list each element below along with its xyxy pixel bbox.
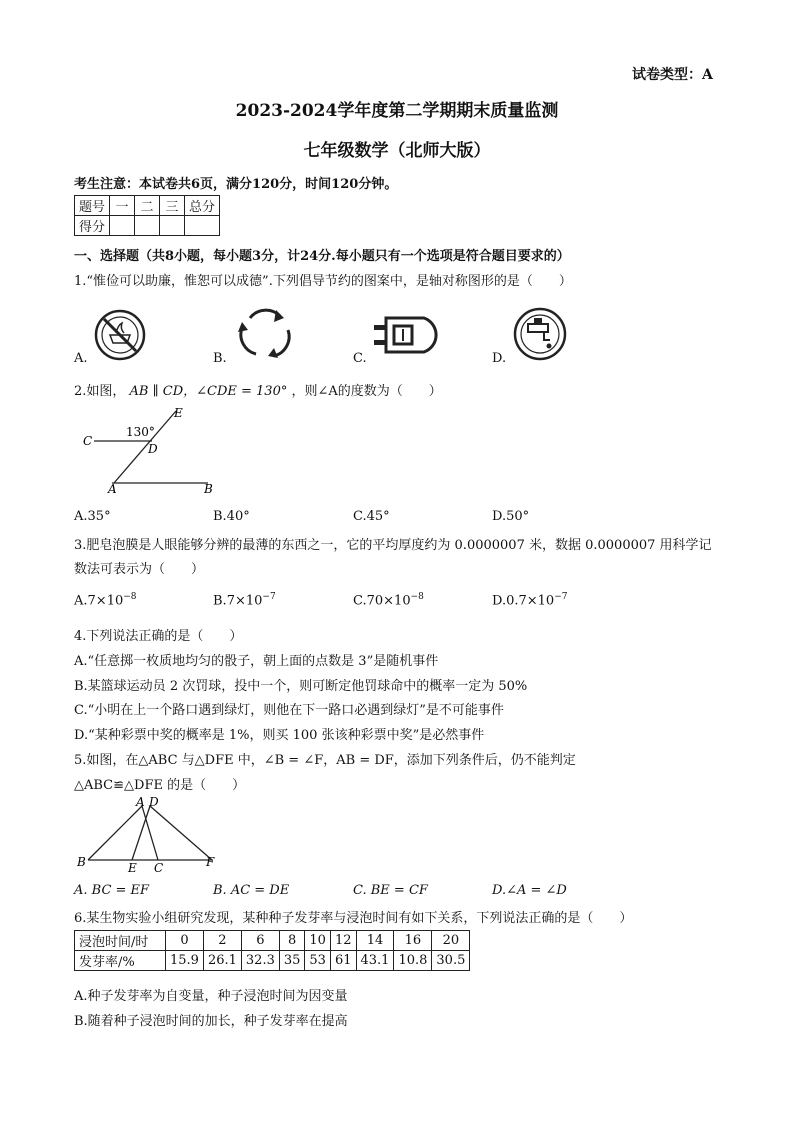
point-label: E bbox=[174, 406, 183, 420]
exam-notice: 考生注意：本试卷共6页，满分120分，时间120分钟。 bbox=[74, 177, 398, 192]
score-input-cell[interactable] bbox=[110, 216, 135, 236]
question-2-suffix: ，则∠A的度数为（ ） bbox=[291, 384, 442, 399]
question-5-line1: 5.如图，在△ABC 与△DFE 中，∠B = ∠F，AB = DF，添加下列条件后，仍不能判定 bbox=[74, 753, 576, 768]
point-label: A bbox=[108, 482, 117, 496]
score-table bbox=[74, 195, 220, 236]
score-row-label: 得分 bbox=[75, 216, 110, 236]
question-3-line1: 3.肥皂泡膜是人眼能够分辨的最薄的东西之一，它的平均厚度约为 0.0000007 米，数据 0.0000007 用科学记 bbox=[74, 538, 712, 553]
question-1-option-a[interactable]: A. bbox=[74, 351, 88, 366]
question-2-option-c[interactable]: C.45° bbox=[353, 509, 390, 524]
question-4-option-a[interactable]: A.“任意掷一枚质地均匀的骰子，朝上面的点数是 3”是随机事件 bbox=[74, 654, 439, 669]
score-input-cell[interactable] bbox=[160, 216, 185, 236]
question-4-option-c[interactable]: C.“小明在上一个路口遇到绿灯，则他在下一路口必遇到绿灯”是不可能事件 bbox=[74, 703, 504, 718]
question-1-option-c[interactable]: C. bbox=[353, 351, 367, 366]
table-cell: 35 bbox=[279, 951, 305, 971]
table-cell: 61 bbox=[330, 951, 356, 971]
recycle-arrows-icon bbox=[232, 300, 298, 366]
question-2-prefix: 2.如图， bbox=[74, 384, 126, 399]
question-1-option-d[interactable]: D. bbox=[492, 351, 507, 366]
question-4-option-d[interactable]: D.“某种彩票中奖的概率是 1%，则买 100 张该种彩票中奖”是必然事件 bbox=[74, 728, 485, 743]
table-cell: 20 bbox=[432, 931, 470, 951]
angle-label: 130° bbox=[126, 425, 155, 439]
score-header-cell: 二 bbox=[135, 196, 160, 216]
table-cell: 43.1 bbox=[356, 951, 394, 971]
table-cell: 14 bbox=[356, 931, 394, 951]
table-cell: 10.8 bbox=[394, 951, 432, 971]
question-4-option-b[interactable]: B.某篮球运动员 2 次罚球，投中一个，则可断定他罚球命中的概率一定为 50% bbox=[74, 679, 528, 694]
score-header-cell: 题号 bbox=[75, 196, 110, 216]
page-title: 2023-2024学年度第二学期期末质量监测 bbox=[235, 101, 559, 121]
table-cell: 30.5 bbox=[432, 951, 470, 971]
option-label: D. bbox=[492, 593, 507, 609]
option-exponent: −7 bbox=[554, 592, 568, 602]
table-cell: 12 bbox=[330, 931, 356, 951]
option-exponent: −8 bbox=[123, 592, 137, 602]
question-5-option-b[interactable]: B. AC = DE bbox=[213, 883, 290, 898]
table-cell: 53 bbox=[305, 951, 331, 971]
question-2-text bbox=[74, 380, 442, 399]
question-3-line2: 数法可表示为（ ） bbox=[74, 562, 205, 577]
option-base: 70×10 bbox=[366, 593, 411, 609]
question-2-condition: AB ∥ CD，∠CDE = 130° bbox=[129, 384, 288, 399]
option-label: C. bbox=[353, 593, 367, 609]
segment-ac bbox=[142, 806, 158, 860]
question-3-option-c[interactable] bbox=[353, 592, 424, 608]
question-5-option-a[interactable]: A. BC = EF bbox=[74, 883, 150, 898]
line-ae bbox=[114, 411, 176, 483]
table-cell: 26.1 bbox=[203, 951, 241, 971]
question-5-option-c[interactable]: C. BE = CF bbox=[353, 883, 428, 898]
page-subtitle: 七年级数学（北师大版） bbox=[303, 141, 491, 161]
water-tap-icon bbox=[510, 304, 570, 364]
table-cell: 6 bbox=[241, 931, 279, 951]
option-base: 0.7×10 bbox=[506, 593, 555, 609]
score-header-cell: 三 bbox=[160, 196, 185, 216]
score-input-cell[interactable] bbox=[185, 216, 220, 236]
point-label: D bbox=[149, 795, 159, 809]
question-2-option-b[interactable]: B.40° bbox=[213, 509, 250, 524]
power-plug-icon bbox=[372, 312, 452, 358]
question-3-option-a[interactable] bbox=[74, 592, 137, 608]
table-cell: 10 bbox=[305, 931, 331, 951]
option-label: A. bbox=[74, 593, 88, 609]
question-2-option-a[interactable]: A.35° bbox=[74, 509, 111, 524]
point-label: A bbox=[136, 795, 145, 809]
question-3-option-b[interactable] bbox=[213, 592, 276, 608]
question-5-line2: △ABC≌△DFE 的是（ ） bbox=[74, 778, 246, 793]
point-label: C bbox=[154, 861, 164, 875]
table-cell: 16 bbox=[394, 931, 432, 951]
section-heading: 一、选择题（共8小题，每小题3分，计24分.每小题只有一个选项是符合题目要求的） bbox=[74, 249, 570, 264]
question-6-option-b[interactable]: B.随着种子浸泡时间的加长，种子发芽率在提高 bbox=[74, 1014, 348, 1029]
question-5-option-d[interactable]: D.∠A = ∠D bbox=[492, 883, 567, 898]
question-4-text: 4.下列说法正确的是（ ） bbox=[74, 629, 243, 644]
segment-ab bbox=[88, 806, 142, 860]
question-1-text: 1.“惟俭可以助廉，惟恕可以成德”.下列倡导节约的图案中，是轴对称图形的是（ ） bbox=[74, 274, 572, 289]
table-cell: 2 bbox=[203, 931, 241, 951]
table-row-label: 发芽率/% bbox=[75, 951, 166, 971]
option-base: 7×10 bbox=[226, 593, 263, 609]
question-5-figure bbox=[76, 796, 222, 874]
option-exponent: −7 bbox=[262, 592, 276, 602]
table-cell: 0 bbox=[166, 931, 204, 951]
option-label: B. bbox=[213, 593, 227, 609]
point-label: F bbox=[206, 855, 215, 869]
table-cell: 15.9 bbox=[166, 951, 204, 971]
table-row-label: 浸泡时间/时 bbox=[75, 931, 166, 951]
segment-df bbox=[150, 806, 212, 860]
point-label: C bbox=[83, 434, 93, 448]
q6-data-table bbox=[74, 930, 470, 971]
table-cell: 32.3 bbox=[241, 951, 279, 971]
question-3-option-d[interactable] bbox=[492, 592, 567, 608]
question-6-text: 6.某生物实验小组研究发现，某种种子发芽率与浸泡时间有如下关系，下列说法正确的是（ ） bbox=[74, 911, 633, 926]
point-label: B bbox=[77, 855, 86, 869]
score-input-cell[interactable] bbox=[135, 216, 160, 236]
no-pouring-sign-icon bbox=[90, 305, 150, 365]
point-label: D bbox=[148, 442, 158, 456]
paper-type: 试卷类型：A bbox=[632, 67, 713, 83]
option-base: 7×10 bbox=[87, 593, 124, 609]
option-exponent: −8 bbox=[410, 592, 424, 602]
point-label: B bbox=[204, 482, 213, 496]
question-6-option-a[interactable]: A.种子发芽率为自变量，种子浸泡时间为因变量 bbox=[74, 989, 348, 1004]
question-1-option-b[interactable]: B. bbox=[213, 351, 227, 366]
score-header-cell: 总分 bbox=[185, 196, 220, 216]
score-header-cell: 一 bbox=[110, 196, 135, 216]
table-cell: 8 bbox=[279, 931, 305, 951]
question-2-option-d[interactable]: D.50° bbox=[492, 509, 530, 524]
point-label: E bbox=[128, 861, 137, 875]
question-2-figure bbox=[80, 405, 220, 495]
